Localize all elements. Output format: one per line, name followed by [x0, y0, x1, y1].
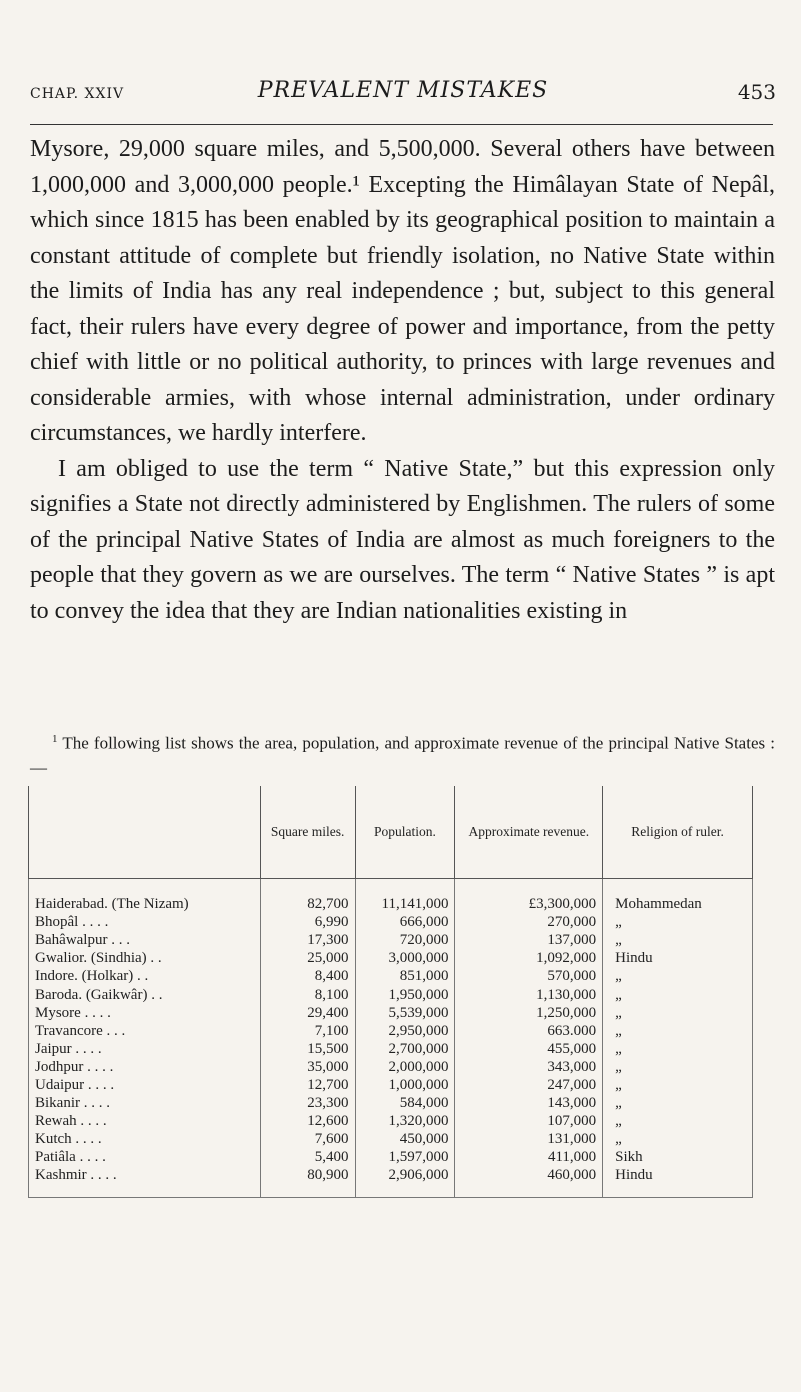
population-cell: 3,000,000	[355, 949, 455, 967]
revenue-cell: 343,000	[455, 1058, 603, 1076]
population-cell: 851,000	[355, 967, 455, 985]
state-name: Indore. (Holkar) . .	[29, 967, 261, 985]
square-miles-cell: 7,600	[260, 1130, 355, 1148]
table-row	[29, 1040, 753, 1058]
religion-cell: „	[603, 1130, 753, 1148]
header-rule	[30, 124, 773, 125]
table-row	[29, 1004, 753, 1022]
state-name: Gwalior. (Sindhia) . .	[29, 949, 261, 967]
state-name: Patiâla . . . .	[29, 1148, 261, 1166]
paragraph-1: Mysore, 29,000 square miles, and 5,500,000. Several others have between 1,000,000 and 3,000,000 people.¹ Excepting the Himâlayan State of Nepâl, which since 1815 has been enabled by its geographical position to maintain a constant attitude of complete but friendly isolation, no Native State within the limits of India has any real independence ; but, subject to this general fact, their rulers have every degree of power and importance, from the petty chief with little or no political authority, to princes with large revenues and considerable armies, with whose internal administration, under ordinary circumstances, we hardly interfere.	[30, 136, 775, 446]
square-miles-cell: 35,000	[260, 1058, 355, 1076]
population-cell: 2,700,000	[355, 1040, 455, 1058]
population-cell: 1,950,000	[355, 985, 455, 1003]
header-square-miles: Square miles.	[260, 786, 355, 879]
religion-cell: „	[603, 931, 753, 949]
revenue-cell: 455,000	[455, 1040, 603, 1058]
header-religion: Religion of ruler.	[603, 786, 753, 879]
state-name: Rewah . . . .	[29, 1112, 261, 1130]
religion-cell: „	[603, 1004, 753, 1022]
state-name: Udaipur . . . .	[29, 1076, 261, 1094]
revenue-cell: 137,000	[455, 931, 603, 949]
state-name: Mysore . . . .	[29, 1004, 261, 1022]
state-name: Kashmir . . . .	[29, 1166, 261, 1197]
table-row	[29, 1076, 753, 1094]
revenue-cell: 270,000	[455, 913, 603, 931]
revenue-cell: 460,000	[455, 1166, 603, 1197]
native-states-table	[28, 786, 753, 1198]
religion-cell: „	[603, 1076, 753, 1094]
footnote-text: The following list shows the area, population, and approximate revenue of the principal Native States :—	[30, 733, 775, 777]
population-cell: 1,597,000	[355, 1148, 455, 1166]
revenue-cell: £3,300,000	[455, 879, 603, 914]
table-row	[29, 1148, 753, 1166]
state-name: Bikanir . . . .	[29, 1094, 261, 1112]
state-name: Haiderabad. (The Nizam)	[29, 879, 261, 914]
paragraph-2: I am obliged to use the term “ Native State,” but this expression only signifies a State not directly administered by Englishmen. The rulers of some of the principal Native States of India are almost as much foreigners to the people that they govern as we are ourselves. The term “ Native States ” is apt to convey the idea that they are Indian nationalities existing in	[30, 455, 775, 624]
square-miles-cell: 80,900	[260, 1166, 355, 1197]
revenue-cell: 663.000	[455, 1022, 603, 1040]
running-title: PREVALENT MISTAKES	[257, 78, 549, 103]
population-cell: 5,539,000	[355, 1004, 455, 1022]
revenue-cell: 107,000	[455, 1112, 603, 1130]
table-row	[29, 913, 753, 931]
revenue-cell: 131,000	[455, 1130, 603, 1148]
table-row	[29, 879, 753, 914]
revenue-cell: 1,130,000	[455, 985, 603, 1003]
religion-cell: „	[603, 1022, 753, 1040]
page-header	[30, 76, 776, 116]
population-cell: 2,906,000	[355, 1166, 455, 1197]
religion-cell: „	[603, 1094, 753, 1112]
population-cell: 1,320,000	[355, 1112, 455, 1130]
religion-cell: Sikh	[603, 1148, 753, 1166]
religion-cell: „	[603, 913, 753, 931]
revenue-cell: 570,000	[455, 967, 603, 985]
table-row	[29, 1130, 753, 1148]
square-miles-cell: 23,300	[260, 1094, 355, 1112]
revenue-cell: 411,000	[455, 1148, 603, 1166]
square-miles-cell: 25,000	[260, 949, 355, 967]
chapter-label: CHAP. XXIV	[30, 86, 125, 102]
square-miles-cell: 17,300	[260, 931, 355, 949]
table-row	[29, 1058, 753, 1076]
population-cell: 1,000,000	[355, 1076, 455, 1094]
population-cell: 2,000,000	[355, 1058, 455, 1076]
square-miles-cell: 7,100	[260, 1022, 355, 1040]
table-row	[29, 949, 753, 967]
religion-cell: Hindu	[603, 949, 753, 967]
table-row	[29, 931, 753, 949]
religion-cell: „	[603, 1040, 753, 1058]
state-name: Kutch . . . .	[29, 1130, 261, 1148]
religion-cell: „	[603, 1112, 753, 1130]
square-miles-cell: 15,500	[260, 1040, 355, 1058]
square-miles-cell: 8,400	[260, 967, 355, 985]
religion-cell: „	[603, 985, 753, 1003]
revenue-cell: 1,092,000	[455, 949, 603, 967]
population-cell: 450,000	[355, 1130, 455, 1148]
square-miles-cell: 8,100	[260, 985, 355, 1003]
population-cell: 666,000	[355, 913, 455, 931]
population-cell: 584,000	[355, 1094, 455, 1112]
table-row	[29, 1112, 753, 1130]
state-name: Jodhpur . . . .	[29, 1058, 261, 1076]
table-row	[29, 1022, 753, 1040]
state-name: Bahâwalpur . . .	[29, 931, 261, 949]
table-row	[29, 967, 753, 985]
footnote-marker: 1	[52, 733, 58, 745]
table-row	[29, 1166, 753, 1197]
religion-cell: Mohammedan	[603, 879, 753, 914]
header-state	[29, 786, 261, 879]
square-miles-cell: 82,700	[260, 879, 355, 914]
state-name: Travancore . . .	[29, 1022, 261, 1040]
square-miles-cell: 12,700	[260, 1076, 355, 1094]
square-miles-cell: 12,600	[260, 1112, 355, 1130]
population-cell: 2,950,000	[355, 1022, 455, 1040]
square-miles-cell: 5,400	[260, 1148, 355, 1166]
header-population: Population.	[355, 786, 455, 879]
religion-cell: „	[603, 1058, 753, 1076]
header-revenue: Approximate revenue.	[455, 786, 603, 879]
state-name: Bhopâl . . . .	[29, 913, 261, 931]
revenue-cell: 143,000	[455, 1094, 603, 1112]
population-cell: 11,141,000	[355, 879, 455, 914]
state-name: Baroda. (Gaikwâr) . .	[29, 985, 261, 1003]
page-number: 453	[737, 80, 776, 104]
footnote	[30, 727, 775, 780]
body-text	[30, 132, 775, 629]
religion-cell: Hindu	[603, 1166, 753, 1197]
table-row	[29, 1094, 753, 1112]
population-cell: 720,000	[355, 931, 455, 949]
square-miles-cell: 6,990	[260, 913, 355, 931]
religion-cell: „	[603, 967, 753, 985]
table-header-row	[29, 786, 753, 879]
table-row	[29, 985, 753, 1003]
square-miles-cell: 29,400	[260, 1004, 355, 1022]
state-name: Jaipur . . . .	[29, 1040, 261, 1058]
revenue-cell: 1,250,000	[455, 1004, 603, 1022]
revenue-cell: 247,000	[455, 1076, 603, 1094]
